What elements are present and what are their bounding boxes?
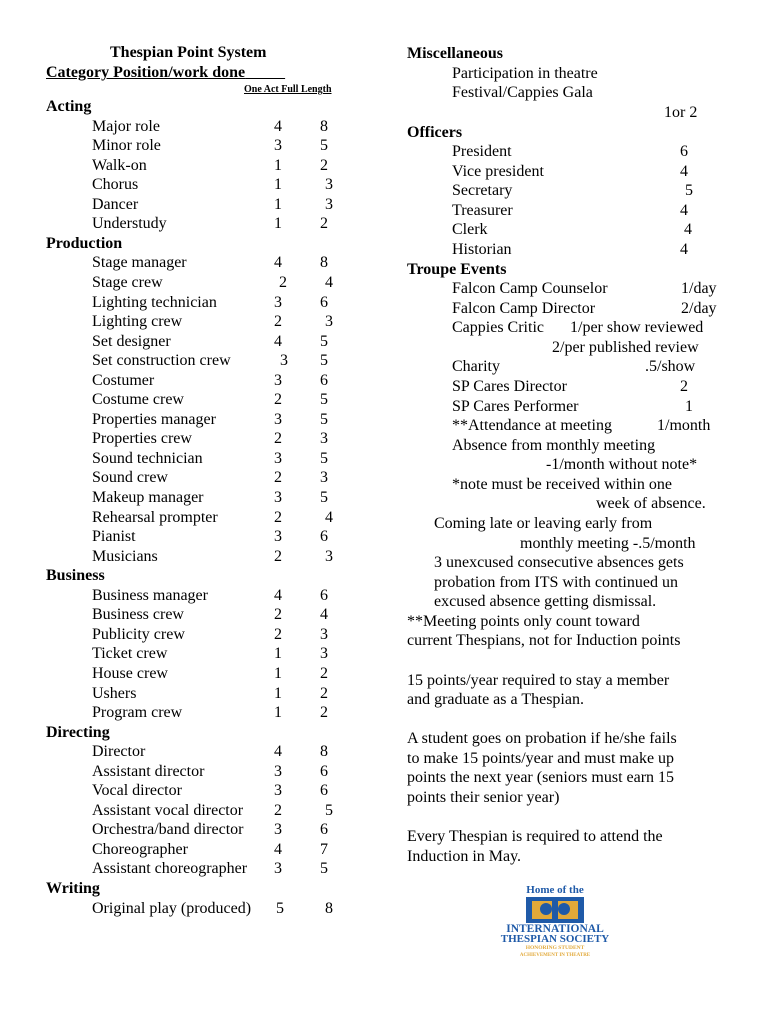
full-length-points: 8	[320, 254, 328, 272]
section-heading-directing: Directing	[46, 723, 110, 741]
one-act-points: 2	[274, 606, 282, 624]
table-row	[0, 488, 400, 508]
section-heading-production: Production	[46, 234, 123, 252]
induction-text: Every Thespian is required to attend the	[407, 828, 663, 845]
table-row	[0, 293, 400, 313]
troupe-value: -1/month without note*	[546, 456, 698, 473]
one-act-points: 5	[276, 899, 284, 917]
troupe-value: 2/day	[681, 300, 717, 317]
troupe-note: 3 unexcused consecutive absences gets	[434, 554, 684, 571]
officer-points: 4	[680, 202, 688, 219]
one-act-points: 1	[274, 215, 282, 233]
one-act-points: 1	[274, 645, 282, 663]
one-act-points: 2	[279, 273, 287, 291]
one-act-points: 3	[280, 352, 288, 370]
misc-line: Festival/Cappies Gala	[452, 84, 593, 101]
role-label: Chorus	[92, 176, 139, 194]
misc-line: Participation in theatre	[452, 65, 598, 82]
table-row	[0, 371, 400, 391]
comedy-mask-icon	[540, 903, 552, 915]
one-act-points: 4	[274, 586, 282, 604]
one-act-points: 1	[274, 704, 282, 722]
table-row	[0, 410, 400, 430]
role-label: Walk-on	[92, 156, 147, 174]
role-label: Ushers	[92, 684, 137, 702]
table-row	[0, 801, 400, 821]
full-length-points: 3	[320, 430, 328, 448]
role-label: Original play (produced)	[92, 899, 252, 917]
category-header: Category Position/work done	[46, 64, 246, 81]
table-row	[0, 351, 400, 371]
one-act-points: 3	[274, 782, 282, 800]
table-row	[0, 332, 400, 352]
officer-title: Secretary	[452, 182, 513, 199]
full-length-points: 3	[325, 195, 333, 213]
table-row	[0, 273, 400, 293]
full-length-points: 4	[320, 606, 328, 624]
troupe-note: probation from ITS with continued un	[434, 574, 678, 591]
role-label: Director	[92, 743, 146, 761]
full-length-points: 2	[320, 156, 328, 174]
officer-title: Historian	[452, 241, 512, 258]
meeting-note: current Thespians, not for Induction points	[407, 632, 681, 649]
role-label: Musicians	[92, 547, 158, 565]
table-row	[0, 468, 400, 488]
table-row	[0, 390, 400, 410]
full-length-points: 5	[320, 860, 328, 878]
table-row	[0, 605, 400, 625]
one-act-points: 3	[274, 528, 282, 546]
full-length-points: 8	[320, 117, 328, 135]
table-row	[0, 429, 400, 449]
officer-title: Vice president	[452, 163, 544, 180]
one-act-points: 1	[274, 684, 282, 702]
troupe-item: SP Cares Performer	[452, 398, 579, 415]
probation-text: points the next year (seniors must earn 15	[407, 769, 675, 786]
full-length-points: 6	[320, 821, 328, 839]
troupe-value: 2	[680, 378, 688, 395]
role-label: Costume crew	[92, 391, 184, 409]
troupe-item: Cappies Critic	[452, 319, 544, 336]
table-row	[0, 586, 400, 606]
table-row	[0, 214, 400, 234]
troupe-value: 1/day	[681, 280, 717, 297]
role-label: Assistant choreographer	[92, 860, 248, 878]
one-act-points: 3	[274, 821, 282, 839]
officer-points: 5	[685, 182, 693, 199]
role-label: Set designer	[92, 332, 171, 350]
one-act-points: 2	[274, 508, 282, 526]
one-act-points: 3	[274, 860, 282, 878]
one-act-points: 2	[274, 313, 282, 331]
full-length-points: 6	[320, 293, 328, 311]
officer-title: President	[452, 143, 512, 160]
role-label: Choreographer	[92, 840, 188, 858]
induction-text: Induction in May.	[407, 848, 522, 865]
full-length-points: 3	[320, 645, 328, 663]
role-label: Publicity crew	[92, 625, 185, 643]
role-label: Set construction crew	[92, 352, 231, 370]
probation-text: A student goes on probation if he/she fails	[407, 730, 677, 747]
troupe-value: .5/show	[645, 358, 696, 375]
troupe-item: Falcon Camp Counselor	[452, 280, 608, 297]
full-length-points: 2	[320, 704, 328, 722]
one-act-points: 2	[274, 547, 282, 565]
troupe-note: Coming late or leaving early from	[434, 515, 653, 532]
full-length-points: 2	[320, 684, 328, 702]
probation-text: points their senior year)	[407, 789, 560, 806]
section-heading-writing: Writing	[46, 880, 100, 897]
table-row	[0, 859, 400, 879]
role-label: Major role	[92, 117, 160, 135]
one-act-points: 2	[274, 469, 282, 487]
one-act-points: 3	[274, 293, 282, 311]
role-label: Sound crew	[92, 469, 168, 487]
table-row	[0, 175, 400, 195]
role-label: Makeup manager	[92, 489, 204, 506]
troupe-note: excused absence getting dismissal.	[434, 593, 657, 610]
full-length-points: 4	[325, 273, 333, 291]
role-label: Stage crew	[92, 273, 163, 291]
role-label: Ticket crew	[92, 645, 168, 663]
logo-home-text: Home of the	[526, 884, 584, 896]
one-act-points: 3	[274, 137, 282, 155]
troupe-note: monthly meeting -.5/month	[520, 535, 696, 552]
full-length-points: 5	[325, 801, 333, 819]
troupe-value: 1/month	[657, 417, 711, 434]
table-row	[0, 449, 400, 469]
full-length-points: 3	[320, 625, 328, 643]
full-length-points: 5	[320, 449, 328, 467]
officer-points: 6	[680, 143, 688, 160]
table-row	[0, 527, 400, 547]
table-row	[0, 742, 400, 762]
one-act-points: 4	[274, 332, 282, 350]
troupe-item: SP Cares Director	[452, 378, 567, 395]
table-row	[0, 664, 400, 684]
one-act-points: 1	[274, 195, 282, 213]
table-row	[0, 899, 400, 919]
probation-text: to make 15 points/year and must make up	[407, 750, 675, 767]
table-row	[0, 508, 400, 528]
table-row	[0, 644, 400, 664]
full-length-points: 4	[325, 508, 333, 526]
role-label: Understudy	[92, 215, 167, 233]
table-row	[0, 703, 400, 723]
tragedy-mask-icon	[558, 903, 570, 915]
full-length-points: 3	[320, 469, 328, 487]
role-label: Properties manager	[92, 410, 216, 428]
logo-pillar	[552, 900, 558, 922]
role-label: Program crew	[92, 704, 183, 722]
full-length-points: 5	[320, 489, 328, 506]
full-length-points: 3	[325, 547, 333, 565]
full-length-points: 6	[320, 762, 328, 780]
one-act-points: 1	[274, 176, 282, 194]
one-act-points: 4	[274, 743, 282, 761]
one-act-points: 2	[274, 391, 282, 409]
section-heading-acting: Acting	[46, 98, 92, 115]
role-label: House crew	[92, 664, 168, 682]
troupe-value: 2/per published review	[552, 339, 699, 356]
full-length-points: 6	[320, 371, 328, 389]
troupe-item: **Attendance at meeting	[452, 417, 612, 434]
role-label: Assistant director	[92, 762, 205, 780]
role-label: Business crew	[92, 606, 184, 624]
table-row	[0, 625, 400, 645]
full-length-points: 5	[320, 352, 328, 370]
logo-society-text: THESPIAN SOCIETY	[500, 933, 610, 945]
table-row	[0, 781, 400, 801]
table-row	[0, 547, 400, 567]
one-act-points: 3	[274, 449, 282, 467]
one-act-points: 3	[274, 371, 282, 389]
one-act-points: 4	[274, 254, 282, 272]
role-label: Rehearsal prompter	[92, 508, 218, 526]
full-length-points: 5	[320, 391, 328, 409]
table-row	[0, 117, 400, 137]
officer-points: 4	[684, 221, 692, 238]
role-label: Dancer	[92, 195, 139, 213]
table-row	[0, 820, 400, 840]
role-label: Stage manager	[92, 254, 187, 272]
troupe-item: Falcon Camp Director	[452, 300, 596, 317]
troupe-item: Charity	[452, 358, 500, 375]
logo-achievement-text: ACHIEVEMENT IN THEATRE	[519, 953, 591, 958]
troupe-heading: Troupe Events	[407, 261, 507, 278]
one-act-points: 4	[274, 840, 282, 858]
officer-points: 4	[680, 241, 688, 258]
role-label: Pianist	[92, 528, 136, 546]
role-label: Lighting technician	[92, 293, 217, 311]
officer-title: Treasurer	[452, 202, 513, 219]
one-act-points: 1	[274, 156, 282, 174]
one-act-points: 1	[274, 664, 282, 682]
full-length-points: 3	[325, 313, 333, 331]
role-label: Orchestra/band director	[92, 821, 244, 839]
full-length-points: 8	[320, 743, 328, 761]
role-label: Minor role	[92, 137, 161, 155]
full-length-points: 6	[320, 782, 328, 800]
full-length-points: 6	[320, 528, 328, 546]
troupe-item: Absence from monthly meeting	[452, 437, 656, 454]
role-label: Costumer	[92, 371, 155, 389]
requirement-text: and graduate as a Thespian.	[407, 691, 584, 708]
full-length-points: 2	[320, 664, 328, 682]
one-act-points: 2	[274, 625, 282, 643]
one-act-points: 2	[274, 801, 282, 819]
meeting-note: **Meeting points only count toward	[407, 613, 640, 630]
troupe-note: *note must be received within one	[452, 476, 672, 493]
table-row	[0, 253, 400, 273]
role-label: Properties crew	[92, 430, 192, 448]
one-act-points: 3	[274, 489, 282, 506]
role-label: Sound technician	[92, 449, 203, 467]
role-label: Lighting crew	[92, 313, 183, 331]
troupe-value: 1/per show reviewed	[570, 319, 704, 336]
full-length-points: 7	[320, 840, 328, 858]
its-logo	[466, 882, 644, 958]
one-act-points: 3	[274, 762, 282, 780]
one-act-points: 2	[274, 430, 282, 448]
column-header: One Act Full Length	[244, 84, 332, 95]
table-row	[0, 840, 400, 860]
officers-heading: Officers	[407, 124, 463, 141]
misc-heading: Miscellaneous	[407, 45, 503, 62]
logo-international-text: INTERNATIONAL	[506, 923, 604, 935]
section-heading-business: Business	[46, 567, 105, 585]
table-row	[0, 312, 400, 332]
full-length-points: 2	[320, 215, 328, 233]
officer-title: Clerk	[452, 221, 488, 238]
misc-value: 1or 2	[664, 104, 698, 121]
one-act-points: 3	[274, 410, 282, 428]
troupe-value: 1	[685, 398, 693, 415]
full-length-points: 5	[320, 137, 328, 155]
table-row	[0, 762, 400, 782]
role-label: Business manager	[92, 586, 208, 604]
troupe-note: week of absence.	[596, 495, 706, 512]
full-length-points: 6	[320, 586, 328, 604]
full-length-points: 5	[320, 332, 328, 350]
role-label: Assistant vocal director	[92, 801, 244, 819]
officer-points: 4	[680, 163, 688, 180]
table-row	[0, 684, 400, 704]
full-length-points: 8	[325, 899, 333, 917]
full-length-points: 3	[325, 176, 333, 194]
table-row	[0, 156, 400, 176]
requirement-text: 15 points/year required to stay a member	[407, 672, 670, 689]
table-row	[0, 195, 400, 215]
table-row	[0, 136, 400, 156]
one-act-points: 4	[274, 117, 282, 135]
role-label: Vocal director	[92, 782, 182, 800]
logo-honoring-text: HONORING STUDENT	[525, 945, 585, 951]
full-length-points: 5	[320, 410, 328, 428]
page-title: Thespian Point System	[110, 44, 267, 61]
